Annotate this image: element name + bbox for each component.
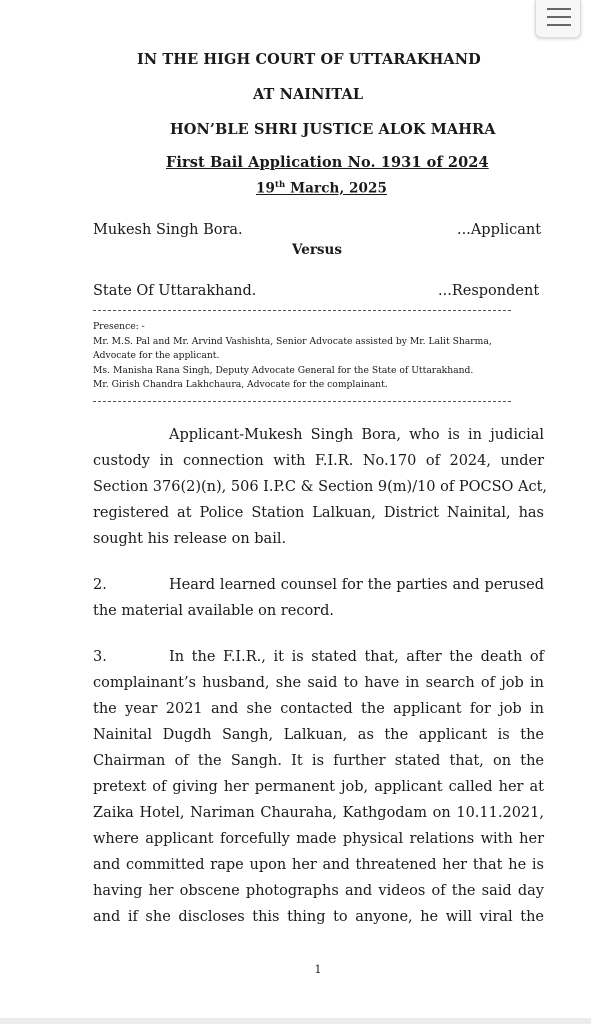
menu-line [547,8,571,10]
page-number: 1 [314,963,322,976]
court-place: AT NAINITAL [253,86,364,103]
presence-line: Mr. M.S. Pal and Mr. Arvind Vashishta, Senior Advocate assisted by Mr. Lalit Sharma, [93,336,492,347]
applicant-role: ...Applicant [457,222,542,238]
judge-name: HON’BLE SHRI JUSTICE ALOK MAHRA [170,121,496,138]
presence-line: Advocate for the applicant. [93,350,220,361]
case-title: First Bail Application No. 1931 of 2024 [166,154,489,171]
hamburger-menu-icon[interactable] [535,0,581,38]
divider-top [93,310,511,311]
respondent-role: ...Respondent [438,283,540,299]
order-date: 19th March, 2025 [256,180,388,197]
presence-label: Presence: - [93,321,145,332]
menu-line [547,16,571,18]
menu-line [547,24,571,26]
presence-line: Ms. Manisha Rana Singh, Deputy Advocate General for the State of Uttarakhand. [93,365,474,376]
bottom-edge [0,1018,591,1024]
respondent-name: State Of Uttarakhand. [93,283,257,299]
presence-line: Mr. Girish Chandra Lakhchaura, Advocate for the complainant. [93,379,388,390]
divider-bottom [93,401,511,402]
paragraph-2: 2. Heard learned counsel for the parties and perused the material available on record. [93,577,544,619]
applicant-name: Mukesh Singh Bora. [93,222,243,238]
versus-label: Versus [292,242,342,258]
paragraph-1: Applicant-Mukesh Singh Bora, who is in judicial custody in connection with F.I.R. No.170 of 2024, under Section 376(2)(n), 506 I.P.C & Section 9(m)/10 of POCSO Act, registered at Police Station Lalkuan, District Nainital, has sought his release on bail. [93,427,548,547]
court-name: IN THE HIGH COURT OF UTTARAKHAND [137,51,481,68]
paragraph-3: 3. In the F.I.R., it is stated that, after the death of complainant’s husband, she said to have in search of job in the year 2021 and she contacted the applicant for job in Nainital Dugdh Sangh, Lalkuan, as the applicant is the Chairman of the Sangh. It is further stated that, on the pretext of giving her permanent job, applicant called her at Zaika Hotel, Nariman Chauraha, Kathgodam on 10.11.2021, where applicant forcefully made physical relations with her and committed rape upon her and threatened her that he is having her obscene photographs and videos of the said day and if she discloses this thing to anyone, he will viral the [93,649,544,925]
